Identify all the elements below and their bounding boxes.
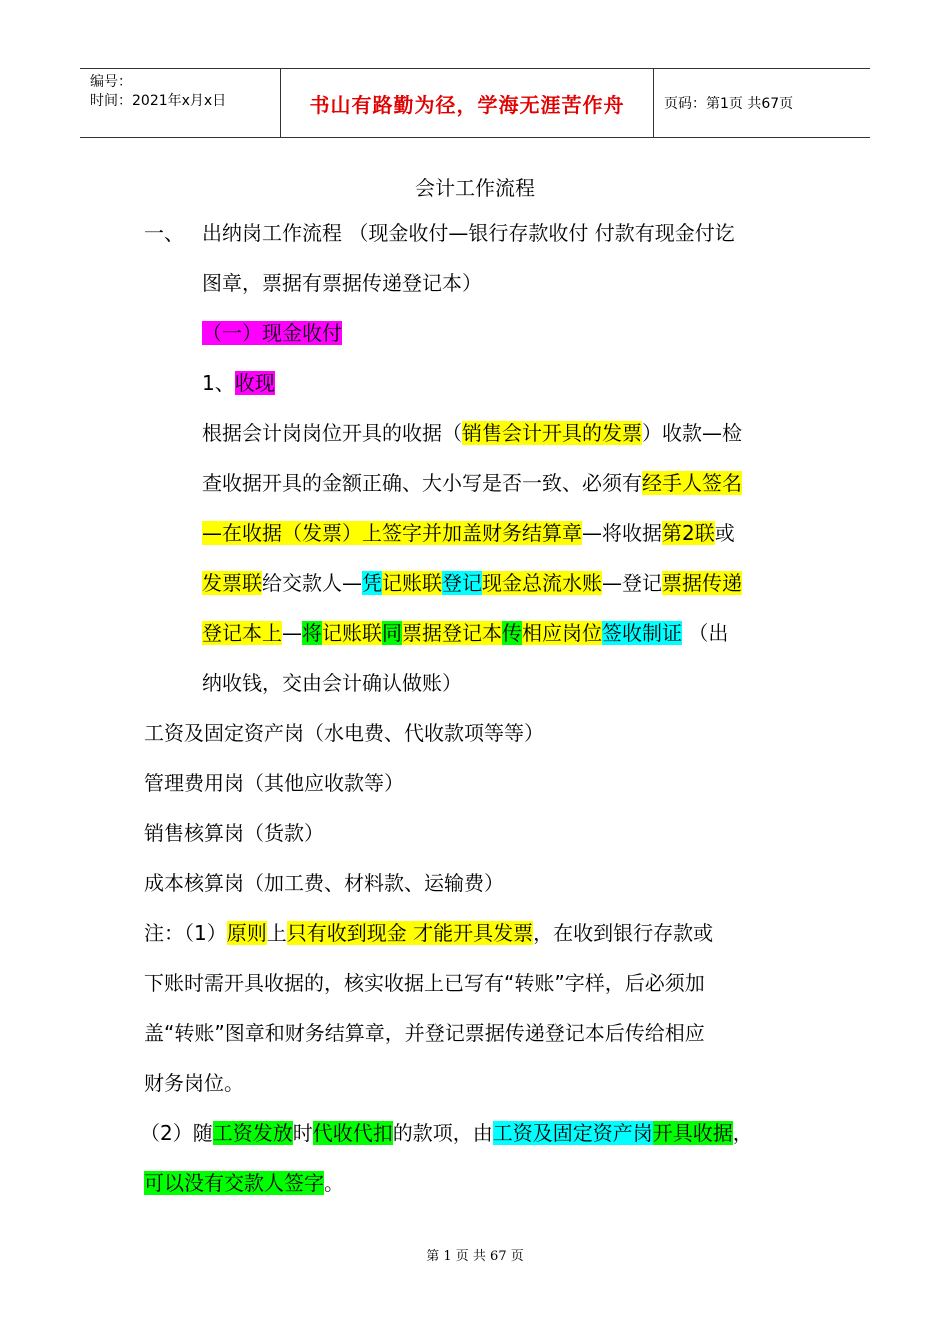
- highlight-run: 签收制证: [602, 621, 682, 645]
- highlight-run: 代收代扣: [312, 1121, 393, 1145]
- text-run: 注：（1）: [144, 921, 227, 945]
- highlight-run: 原则: [226, 921, 267, 945]
- section-heading-line2: 图章，票据有票据传递登记本）: [202, 271, 482, 295]
- highlight-run: 记账联: [322, 621, 382, 645]
- paragraph-line: [202, 519, 735, 547]
- paragraph-line: [202, 569, 742, 597]
- highlight-run: 可以没有交款人签字: [144, 1171, 324, 1195]
- subsection-highlight: （一）现金收付: [202, 321, 342, 345]
- document-header: [80, 68, 870, 138]
- text-run: 根据会计岗岗位开具的收据（: [202, 421, 462, 445]
- highlight-run: 相应岗位: [522, 621, 602, 645]
- paragraph-line: [202, 619, 728, 647]
- text-run: 时: [292, 1121, 313, 1145]
- highlight-run: 传: [502, 621, 522, 645]
- text-run: —将收据: [582, 521, 662, 545]
- highlight-run: 销售会计开具的发票: [462, 421, 642, 445]
- item-number: 1、: [202, 371, 235, 395]
- text-run: ，: [732, 1121, 753, 1145]
- header-page-info: [654, 69, 870, 137]
- number-label: 编号：: [90, 74, 132, 90]
- paragraph-line: 纳收钱，交由会计确认做账）: [202, 671, 462, 695]
- highlight-run: 凭: [362, 571, 382, 595]
- highlight-run: 登记: [442, 571, 482, 595]
- paragraph-line: [202, 419, 742, 447]
- date-label: 时间：2021年x月x日: [90, 93, 227, 109]
- section-heading-line1: 出纳岗工作流程 （现金收付—银行存款收付 付款有现金付讫: [202, 221, 735, 245]
- text-run: 给交款人—: [262, 571, 362, 595]
- highlight-run: 发票联: [202, 571, 262, 595]
- post-item: 销售核算岗（货款）: [144, 821, 324, 845]
- document-title: 会计工作流程: [415, 176, 535, 200]
- highlight-run: 票据登记本: [402, 621, 502, 645]
- text-run: （2）随: [140, 1121, 213, 1145]
- page-footer: 第 1 页 共 67 页: [426, 1249, 524, 1264]
- highlight-run: 经手人签名: [642, 471, 742, 495]
- highlight-run: 开具收据: [652, 1121, 733, 1145]
- text-run: ，在收到银行存款或: [533, 921, 714, 945]
- note-line: [144, 1169, 344, 1197]
- note-line: 盖“转账”图章和财务结算章，并登记票据传递登记本后传给相应: [144, 1021, 705, 1045]
- header-motto-cell: [281, 69, 654, 137]
- highlight-run: 现金总流水账: [482, 571, 602, 595]
- paragraph-line: [202, 469, 742, 497]
- item-label: 收现: [234, 371, 275, 395]
- highlight-run: 只有收到现金 才能开具发票: [286, 921, 534, 945]
- text-run: —登记: [602, 571, 662, 595]
- item-heading: [202, 369, 275, 397]
- subsection-heading: [202, 319, 342, 347]
- page-info-text: 页码：第1页 共67页: [664, 96, 794, 112]
- section-marker: 一、: [144, 221, 184, 245]
- post-item: 成本核算岗（加工费、材料款、运输费）: [144, 871, 504, 895]
- highlight-run: —在收据（发票）上签字并加盖财务结算章: [202, 521, 582, 545]
- motto-text: 书山有路勤为径，学海无涯苦作舟: [309, 92, 625, 117]
- highlight-run: 工资发放: [212, 1121, 293, 1145]
- highlight-run: 将: [302, 621, 322, 645]
- highlight-run: 第2联: [662, 521, 715, 545]
- text-run: 查收据开具的金额正确、大小写是否一致、必须有: [202, 471, 642, 495]
- text-run: 。: [324, 1171, 344, 1195]
- post-item: 管理费用岗（其他应收款等）: [144, 771, 404, 795]
- text-run: 的款项，由: [392, 1121, 493, 1145]
- header-meta: [80, 69, 281, 137]
- highlight-run: 工资及固定资产岗: [492, 1121, 653, 1145]
- text-run: 上: [266, 921, 287, 945]
- highlight-run: 票据传递: [662, 571, 742, 595]
- text-run: （出: [682, 621, 729, 645]
- note-line: 财务岗位。: [144, 1071, 244, 1095]
- note-line: [140, 1119, 753, 1147]
- highlight-run: 同: [382, 621, 402, 645]
- text-run: —: [282, 621, 302, 645]
- highlight-run: 登记本上: [202, 621, 282, 645]
- post-item: 工资及固定资产岗（水电费、代收款项等等）: [144, 721, 544, 745]
- highlight-run: 记账联: [382, 571, 442, 595]
- text-run: ）收款—检: [642, 421, 742, 445]
- note-line: [144, 919, 713, 947]
- note-line: 下账时需开具收据的，核实收据上已写有“转账”字样，后必须加: [144, 971, 705, 995]
- text-run: 或: [714, 521, 735, 545]
